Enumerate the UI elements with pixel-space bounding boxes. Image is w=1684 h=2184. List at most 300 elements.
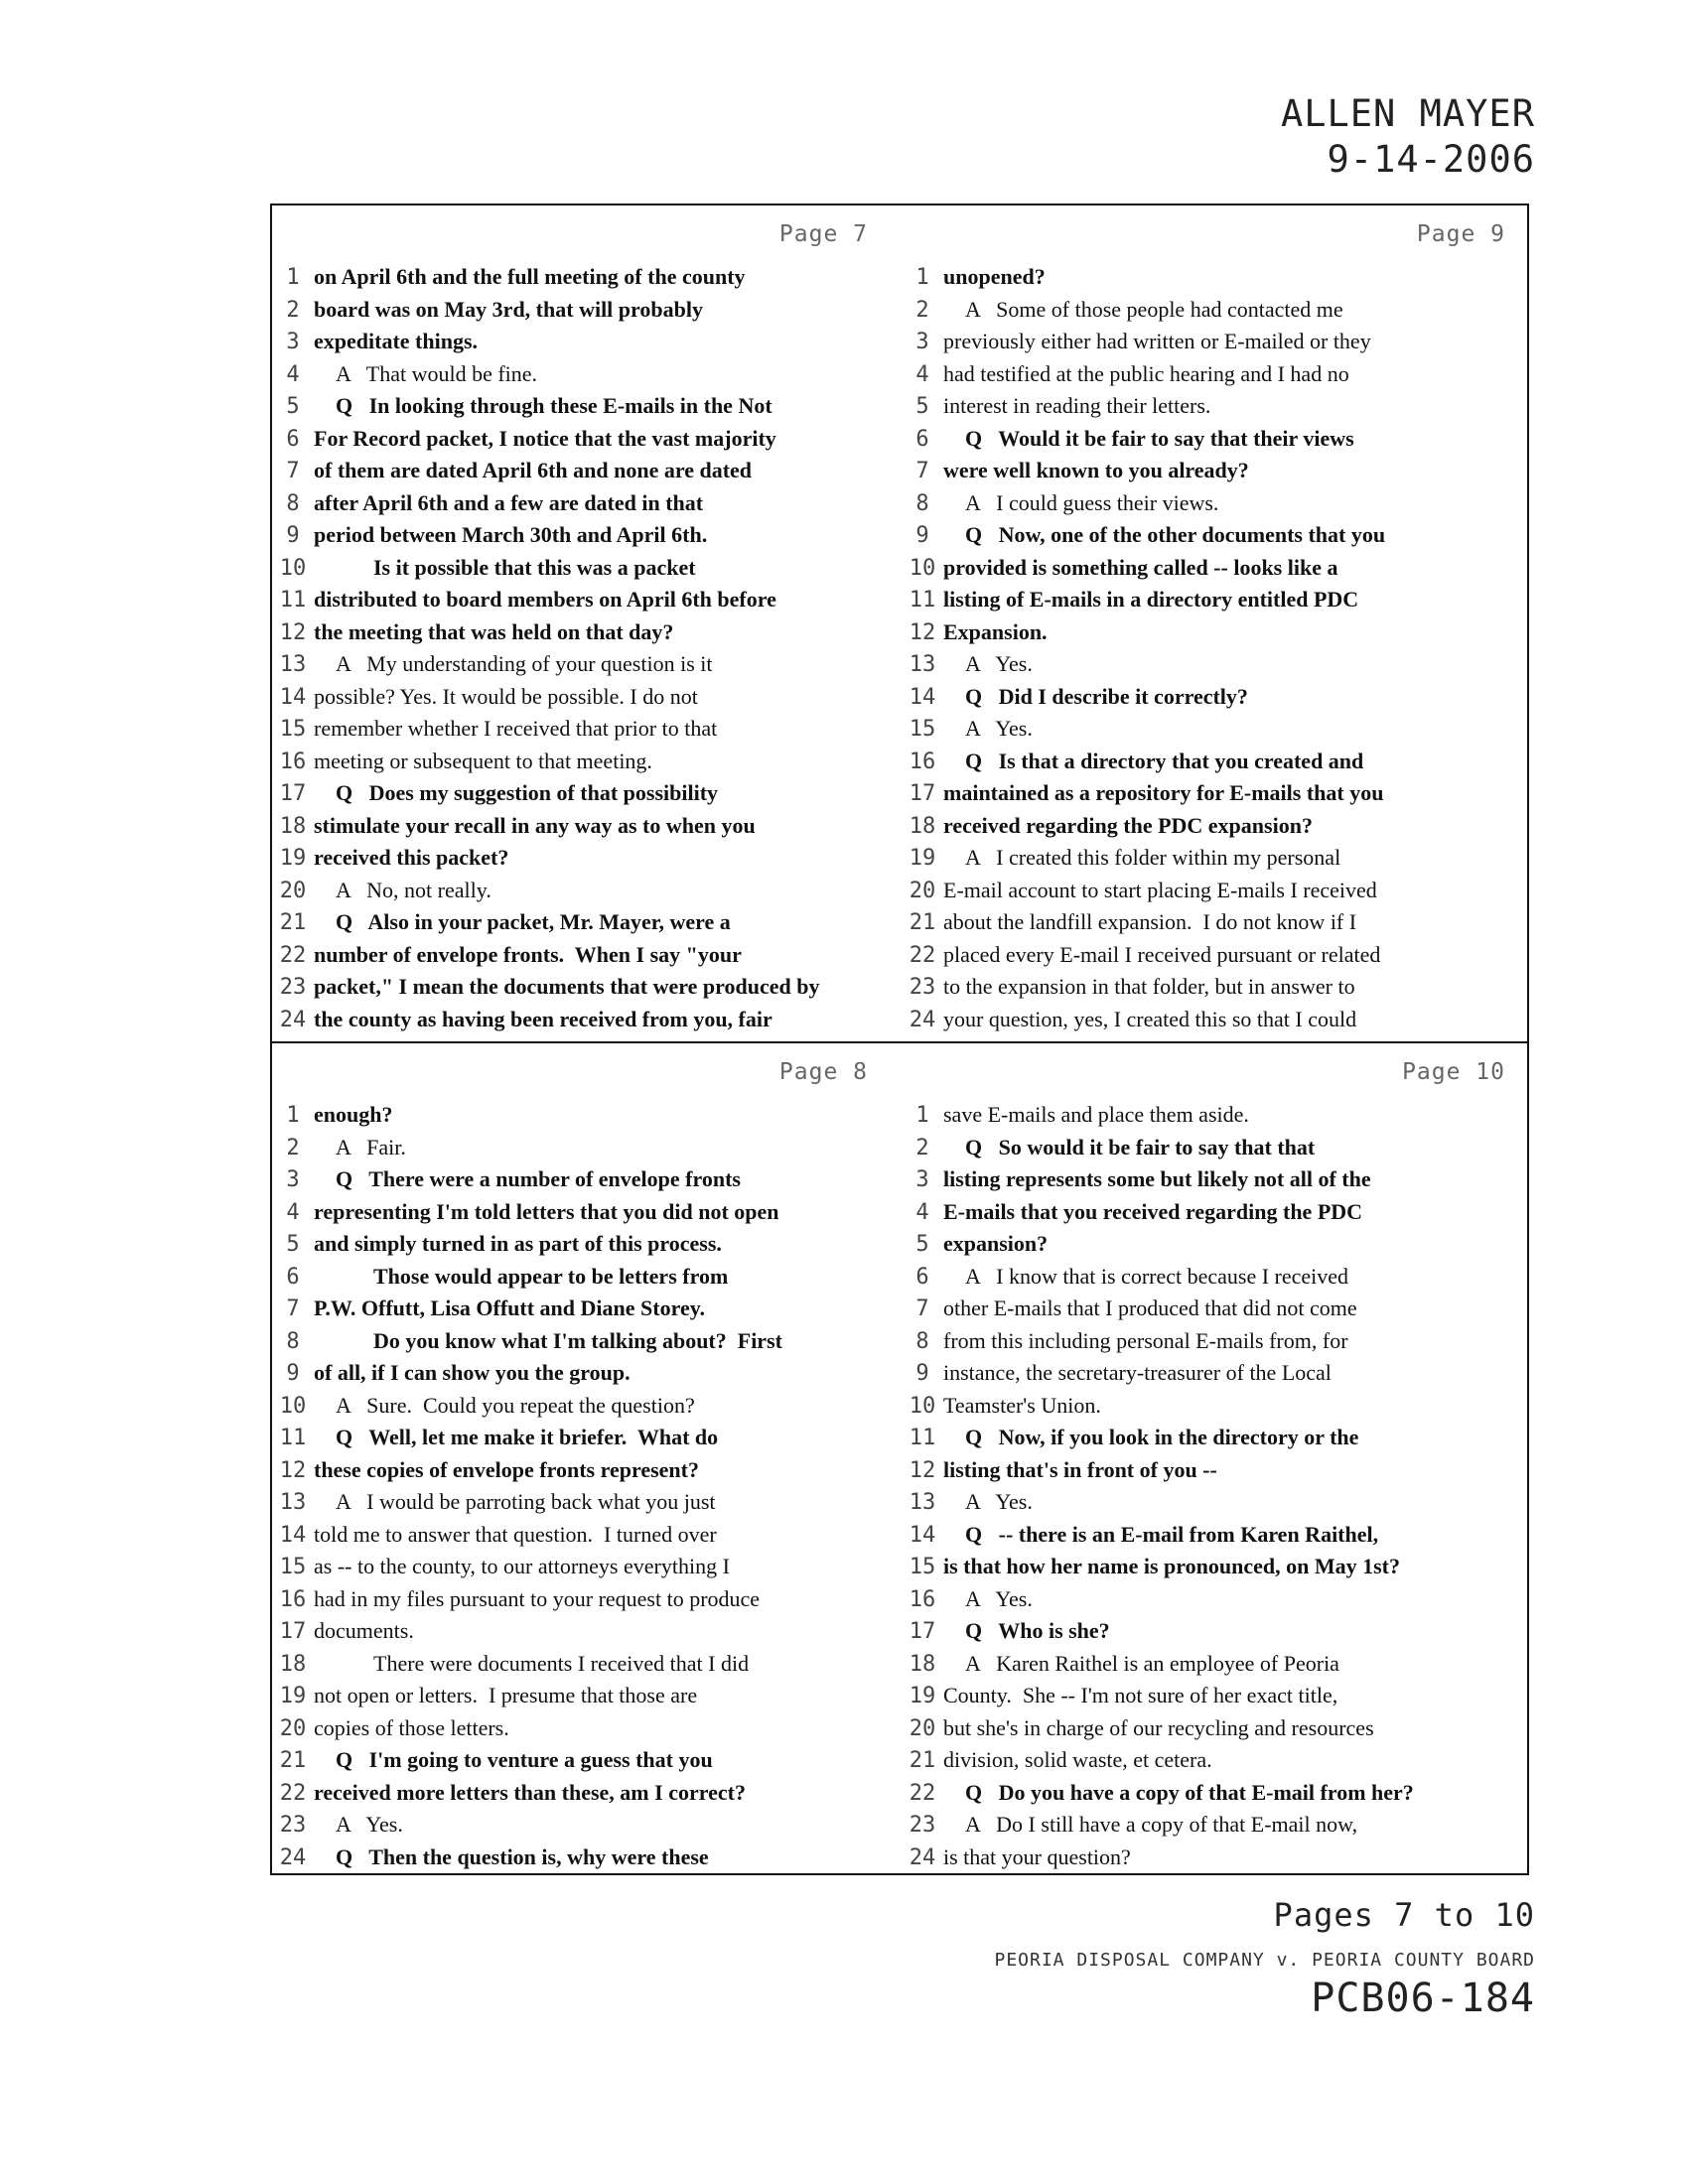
line-text: A Fair. bbox=[336, 1134, 406, 1160]
line-text: Those would appear to be letters from bbox=[373, 1263, 729, 1289]
line-text: County. She -- I'm not sure of her exact title, bbox=[943, 1683, 1338, 1707]
line-number: 10 bbox=[909, 555, 936, 581]
line-text: A Sure. Could you repeat the question? bbox=[336, 1392, 695, 1418]
transcript-line bbox=[272, 1261, 902, 1294]
line-number: 1 bbox=[286, 265, 300, 290]
line-text: copies of those letters. bbox=[314, 1714, 509, 1740]
line-text: from this including personal E-mails from, for bbox=[943, 1327, 1348, 1353]
line-number: 13 bbox=[909, 1490, 936, 1515]
line-number: 9 bbox=[915, 1361, 929, 1386]
line-text: A Yes. bbox=[965, 651, 1033, 676]
line-number: 8 bbox=[915, 490, 929, 516]
line-number: 8 bbox=[286, 490, 300, 516]
line-number: 22 bbox=[279, 942, 307, 968]
line-number: 14 bbox=[909, 684, 936, 710]
page-7-block bbox=[272, 205, 902, 1041]
transcript-line bbox=[272, 1551, 902, 1583]
line-number: 10 bbox=[279, 555, 307, 581]
transcript-line bbox=[902, 552, 1527, 585]
line-text: received regarding the PDC expansion? bbox=[943, 812, 1313, 838]
line-text: Q Also in your packet, Mr. Mayer, were a bbox=[336, 909, 731, 934]
line-text: and simply turned in as part of this process. bbox=[314, 1231, 722, 1256]
transcript-line bbox=[272, 1680, 902, 1712]
line-number: 12 bbox=[279, 1457, 307, 1483]
line-number: 24 bbox=[909, 1844, 936, 1870]
line-text: Q Did I describe it correctly? bbox=[965, 683, 1248, 709]
line-number: 23 bbox=[909, 1813, 936, 1838]
transcript-line bbox=[902, 1163, 1527, 1196]
line-text: your question, yes, I created this so that I could bbox=[943, 1006, 1357, 1031]
transcript-line bbox=[902, 1777, 1527, 1810]
line-text: documents. bbox=[314, 1618, 414, 1643]
line-text: placed every E-mail I received pursuant or related bbox=[943, 941, 1381, 967]
transcript-line bbox=[272, 1583, 902, 1616]
line-number: 17 bbox=[279, 781, 307, 806]
line-number: 18 bbox=[279, 1651, 307, 1677]
line-text: number of envelope fronts. When I say "your bbox=[314, 941, 742, 967]
line-number: 12 bbox=[909, 619, 936, 645]
line-text: told me to answer that question. I turned over bbox=[314, 1521, 717, 1547]
transcript-line bbox=[272, 552, 902, 585]
transcript-line bbox=[272, 1196, 902, 1229]
transcript-line bbox=[902, 971, 1527, 1004]
line-number: 9 bbox=[286, 1361, 300, 1386]
line-number: 5 bbox=[915, 1232, 929, 1257]
transcript-line bbox=[902, 1196, 1527, 1229]
line-text: instance, the secretary-treasurer of the Local bbox=[943, 1360, 1332, 1385]
line-number: 11 bbox=[279, 1426, 307, 1450]
line-text: had testified at the public hearing and I had no bbox=[943, 360, 1349, 386]
transcript-line bbox=[902, 842, 1527, 875]
line-number: 23 bbox=[909, 975, 936, 1000]
transcript-line bbox=[272, 777, 902, 810]
transcript-line bbox=[272, 713, 902, 746]
transcript-line bbox=[272, 390, 902, 423]
line-text: Q Who is she? bbox=[965, 1618, 1110, 1643]
line-number: 15 bbox=[909, 717, 936, 742]
line-text: division, solid waste, et cetera. bbox=[943, 1747, 1212, 1772]
line-number: 20 bbox=[909, 878, 936, 903]
transcript-line bbox=[902, 1099, 1527, 1132]
page-label: Page 7 bbox=[778, 221, 868, 247]
deposition-date: 9-14-2006 bbox=[1327, 138, 1535, 181]
line-text: as -- to the county, to our attorneys everything I bbox=[314, 1554, 730, 1578]
line-number: 14 bbox=[279, 1522, 307, 1548]
line-text: Q Would it be fair to say that their views bbox=[965, 425, 1354, 451]
line-text: representing I'm told letters that you did not open bbox=[314, 1198, 779, 1224]
transcript-line bbox=[902, 939, 1527, 972]
line-text: expeditate things. bbox=[314, 329, 478, 353]
transcript-line bbox=[272, 1744, 902, 1777]
line-number: 24 bbox=[279, 1844, 307, 1870]
line-number: 5 bbox=[286, 394, 300, 419]
transcript-line bbox=[902, 1422, 1527, 1454]
line-text: enough? bbox=[314, 1102, 393, 1127]
line-number: 21 bbox=[909, 1748, 936, 1773]
line-text: were well known to you already? bbox=[943, 458, 1249, 482]
transcript-line bbox=[902, 584, 1527, 616]
transcript-line bbox=[272, 1293, 902, 1325]
line-number: 10 bbox=[279, 1393, 307, 1419]
transcript-line bbox=[272, 294, 902, 327]
line-number: 14 bbox=[279, 684, 307, 710]
transcript-line bbox=[272, 1004, 902, 1036]
transcript-line bbox=[272, 519, 902, 552]
line-text: received more letters than these, am I correct? bbox=[314, 1779, 746, 1805]
line-text: A Yes. bbox=[336, 1812, 403, 1837]
transcript-line bbox=[902, 777, 1527, 810]
line-number: 14 bbox=[909, 1522, 936, 1548]
transcript-lines bbox=[272, 261, 902, 1035]
line-number: 9 bbox=[286, 523, 300, 548]
transcript-line bbox=[902, 1293, 1527, 1325]
line-number: 5 bbox=[286, 1232, 300, 1257]
transcript-line bbox=[902, 1519, 1527, 1552]
line-text: had in my files pursuant to your request to produce bbox=[314, 1585, 761, 1611]
line-number: 16 bbox=[279, 1586, 307, 1612]
line-number: 1 bbox=[915, 265, 929, 290]
line-number: 13 bbox=[909, 652, 936, 677]
transcript-line bbox=[272, 261, 902, 294]
line-text: A That would be fine. bbox=[336, 360, 538, 386]
line-text: A Karen Raithel is an employee of Peoria bbox=[965, 1650, 1339, 1676]
line-number: 18 bbox=[279, 813, 307, 839]
line-number: 24 bbox=[279, 1007, 307, 1032]
line-text: A I created this folder within my personal bbox=[965, 845, 1341, 870]
transcript-lines bbox=[902, 261, 1527, 1035]
line-number: 19 bbox=[279, 846, 307, 871]
line-text: about the landfill expansion. I do not know if I bbox=[943, 909, 1357, 934]
transcript-line bbox=[272, 939, 902, 972]
transcript-line bbox=[902, 1551, 1527, 1583]
transcript-line bbox=[272, 455, 902, 487]
line-number: 13 bbox=[279, 1490, 307, 1515]
line-text: A I could guess their views. bbox=[965, 489, 1219, 515]
transcript-lines bbox=[272, 1099, 902, 1873]
transcript-line bbox=[272, 1325, 902, 1358]
transcript-line bbox=[272, 1390, 902, 1423]
line-number: 4 bbox=[915, 361, 929, 387]
line-number: 12 bbox=[279, 619, 307, 645]
transcript-page-box bbox=[270, 204, 1529, 1875]
line-number: 23 bbox=[279, 975, 307, 1000]
transcript-line bbox=[902, 1648, 1527, 1681]
line-text: expansion? bbox=[943, 1231, 1049, 1256]
line-text: the meeting that was held on that day? bbox=[314, 618, 674, 644]
line-text: interest in reading their letters. bbox=[943, 393, 1211, 418]
transcript-line bbox=[272, 906, 902, 939]
transcript-line bbox=[272, 1228, 902, 1261]
line-number: 17 bbox=[279, 1619, 307, 1644]
line-number: 10 bbox=[909, 1393, 936, 1419]
transcript-line bbox=[902, 875, 1527, 907]
line-text: stimulate your recall in any way as to when you bbox=[314, 812, 756, 838]
line-text: Q Well, let me make it briefer. What do bbox=[336, 1425, 719, 1449]
transcript-line bbox=[272, 616, 902, 649]
line-number: 13 bbox=[279, 652, 307, 677]
transcript-line bbox=[902, 1744, 1527, 1777]
transcript-line bbox=[902, 1454, 1527, 1487]
line-number: 3 bbox=[915, 1167, 929, 1192]
line-text: E-mails that you received regarding the PDC bbox=[943, 1198, 1363, 1224]
line-text: A I would be parroting back what you just bbox=[336, 1489, 716, 1514]
transcript-line bbox=[272, 487, 902, 520]
line-number: 16 bbox=[909, 749, 936, 774]
line-text: these copies of envelope fronts represent? bbox=[314, 1456, 699, 1482]
transcript-line bbox=[902, 1357, 1527, 1390]
transcript-line bbox=[902, 1004, 1527, 1036]
line-number: 2 bbox=[915, 297, 929, 323]
transcript-line bbox=[902, 1842, 1527, 1874]
line-text: Q Is that a directory that you created and bbox=[965, 748, 1364, 773]
line-number: 15 bbox=[909, 1555, 936, 1579]
transcript-line bbox=[272, 746, 902, 778]
line-text: previously either had written or E-mailed or they bbox=[943, 329, 1371, 353]
line-text: A Yes. bbox=[965, 1489, 1033, 1514]
transcript-line bbox=[902, 294, 1527, 327]
line-text: There were documents I received that I did bbox=[373, 1650, 750, 1676]
line-text: Expansion. bbox=[943, 618, 1048, 644]
page-label: Page 10 bbox=[1402, 1059, 1505, 1085]
line-number: 2 bbox=[915, 1135, 929, 1160]
line-number: 5 bbox=[915, 394, 929, 419]
line-text: For Record packet, I notice that the vast majority bbox=[314, 425, 776, 451]
line-text: other E-mails that I produced that did not come bbox=[943, 1296, 1357, 1320]
transcript-line bbox=[902, 1712, 1527, 1745]
line-text: of all, if I can show you the group. bbox=[314, 1360, 631, 1385]
line-text: board was on May 3rd, that will probably bbox=[314, 296, 703, 322]
transcript-line bbox=[272, 584, 902, 616]
line-number: 2 bbox=[286, 1135, 300, 1160]
page-label: Page 9 bbox=[1416, 221, 1505, 247]
transcript-line bbox=[272, 1163, 902, 1196]
line-number: 7 bbox=[915, 459, 929, 483]
transcript-line bbox=[902, 1809, 1527, 1842]
line-text: but she's in charge of our recycling and resources bbox=[943, 1714, 1374, 1740]
line-number: 15 bbox=[279, 717, 307, 742]
line-text: P.W. Offutt, Lisa Offutt and Diane Storey. bbox=[314, 1296, 706, 1320]
transcript-line bbox=[902, 1132, 1527, 1164]
line-text: A My understanding of your question is it bbox=[336, 651, 713, 676]
line-number: 6 bbox=[286, 1264, 300, 1290]
line-number: 20 bbox=[279, 1715, 307, 1741]
line-number: 18 bbox=[909, 1651, 936, 1677]
transcript-line bbox=[272, 1099, 902, 1132]
transcript-line bbox=[272, 1809, 902, 1842]
transcript-line bbox=[272, 681, 902, 714]
transcript-line bbox=[272, 648, 902, 681]
line-text: Is it possible that this was a packet bbox=[373, 554, 696, 580]
line-text: after April 6th and a few are dated in that bbox=[314, 489, 704, 515]
line-text: maintained as a repository for E-mails that you bbox=[943, 780, 1384, 805]
line-number: 7 bbox=[286, 459, 300, 483]
line-text: received this packet? bbox=[314, 845, 509, 870]
line-text: A Yes. bbox=[965, 716, 1033, 741]
line-number: 19 bbox=[279, 1684, 307, 1708]
line-text: Teamster's Union. bbox=[943, 1392, 1101, 1418]
line-text: period between March 30th and April 6th. bbox=[314, 522, 708, 547]
transcript-line bbox=[272, 1712, 902, 1745]
line-number: 23 bbox=[279, 1813, 307, 1838]
transcript-line bbox=[272, 842, 902, 875]
transcript-line bbox=[272, 1777, 902, 1810]
line-number: 16 bbox=[909, 1586, 936, 1612]
line-text: on April 6th and the full meeting of the county bbox=[314, 264, 746, 289]
line-text: unopened? bbox=[943, 264, 1046, 289]
transcript-line bbox=[272, 875, 902, 907]
line-number: 21 bbox=[909, 910, 936, 935]
line-number: 21 bbox=[279, 910, 307, 935]
transcript-line bbox=[902, 487, 1527, 520]
line-text: to the expansion in that folder, but in answer to bbox=[943, 974, 1355, 999]
line-number: 3 bbox=[915, 330, 929, 354]
transcript-line bbox=[902, 326, 1527, 358]
transcript-line bbox=[272, 971, 902, 1004]
line-number: 6 bbox=[286, 426, 300, 452]
line-text: Q Now, if you look in the directory or the bbox=[965, 1425, 1359, 1449]
line-text: the county as having been received from you, fair bbox=[314, 1006, 772, 1031]
transcript-line bbox=[902, 1486, 1527, 1519]
transcript-line bbox=[272, 1454, 902, 1487]
transcript-line bbox=[902, 810, 1527, 843]
transcript-line bbox=[272, 1357, 902, 1390]
line-number: 11 bbox=[279, 588, 307, 613]
line-number: 22 bbox=[909, 942, 936, 968]
page-range: Pages 7 to 10 bbox=[1273, 1896, 1535, 1934]
transcript-line bbox=[902, 681, 1527, 714]
line-number: 3 bbox=[286, 330, 300, 354]
line-text: packet," I mean the documents that were produced by bbox=[314, 974, 820, 999]
transcript-line bbox=[902, 648, 1527, 681]
line-number: 21 bbox=[279, 1748, 307, 1773]
transcript-line bbox=[902, 1390, 1527, 1423]
line-text: Do you know what I'm talking about? First bbox=[373, 1327, 782, 1353]
line-text: Q Then the question is, why were these bbox=[336, 1843, 709, 1869]
transcript-line bbox=[272, 1615, 902, 1648]
transcript-line bbox=[902, 358, 1527, 391]
transcript-line bbox=[902, 746, 1527, 778]
line-text: Q Now, one of the other documents that you bbox=[965, 522, 1386, 547]
line-number: 20 bbox=[909, 1715, 936, 1741]
line-text: of them are dated April 6th and none are dated bbox=[314, 458, 753, 482]
transcript-line bbox=[902, 1680, 1527, 1712]
transcript-line bbox=[902, 616, 1527, 649]
line-text: remember whether I received that prior to that bbox=[314, 716, 718, 741]
line-text: A I know that is correct because I received bbox=[965, 1263, 1349, 1289]
line-number: 3 bbox=[286, 1167, 300, 1192]
line-number: 18 bbox=[909, 813, 936, 839]
transcript-line bbox=[902, 519, 1527, 552]
transcript-line bbox=[902, 1325, 1527, 1358]
line-number: 17 bbox=[909, 781, 936, 806]
transcript-line bbox=[902, 390, 1527, 423]
transcript-line bbox=[272, 358, 902, 391]
page-9-block bbox=[902, 205, 1527, 1041]
line-number: 15 bbox=[279, 1555, 307, 1579]
line-text: not open or letters. I presume that those are bbox=[314, 1683, 698, 1707]
line-text: possible? Yes. It would be possible. I do not bbox=[314, 683, 698, 709]
line-number: 4 bbox=[915, 1199, 929, 1225]
line-number: 20 bbox=[279, 878, 307, 903]
line-text: Q -- there is an E-mail from Karen Raithel, bbox=[965, 1521, 1379, 1547]
line-number: 4 bbox=[286, 361, 300, 387]
line-text: Q Does my suggestion of that possibility bbox=[336, 780, 719, 805]
transcript-line bbox=[272, 1648, 902, 1681]
document-id: PCB06-184 bbox=[1311, 1976, 1535, 2021]
line-number: 19 bbox=[909, 846, 936, 871]
deponent-name: ALLEN MAYER bbox=[1280, 92, 1535, 135]
line-number: 1 bbox=[286, 1103, 300, 1128]
line-number: 22 bbox=[279, 1780, 307, 1806]
line-text: listing of E-mails in a directory entitled PDC bbox=[943, 587, 1359, 612]
transcript-line bbox=[902, 906, 1527, 939]
transcript-line bbox=[272, 1132, 902, 1164]
transcript-line bbox=[902, 713, 1527, 746]
line-text: provided is something called -- looks like a bbox=[943, 554, 1338, 580]
line-text: listing represents some but likely not all of the bbox=[943, 1166, 1371, 1191]
line-text: A No, not really. bbox=[336, 877, 491, 902]
case-caption: PEORIA DISPOSAL COMPANY v. PEORIA COUNTY BOARD bbox=[994, 1950, 1535, 1971]
transcript-line bbox=[902, 455, 1527, 487]
transcript-line bbox=[902, 261, 1527, 294]
line-text: E-mail account to start placing E-mails I received bbox=[943, 877, 1377, 902]
line-number: 11 bbox=[909, 1426, 936, 1450]
line-text: Q So would it be fair to say that that bbox=[965, 1134, 1316, 1160]
transcript-line bbox=[902, 1615, 1527, 1648]
line-text: Q I'm going to venture a guess that you bbox=[336, 1747, 713, 1772]
transcript-line bbox=[272, 1486, 902, 1519]
line-number: 12 bbox=[909, 1457, 936, 1483]
line-number: 22 bbox=[909, 1780, 936, 1806]
line-number: 2 bbox=[286, 297, 300, 323]
transcript-line bbox=[272, 1422, 902, 1454]
line-number: 7 bbox=[286, 1297, 300, 1321]
transcript-line bbox=[272, 1519, 902, 1552]
line-text: A Do I still have a copy of that E-mail now, bbox=[965, 1812, 1358, 1837]
line-number: 4 bbox=[286, 1199, 300, 1225]
line-number: 8 bbox=[286, 1328, 300, 1354]
line-text: Q In looking through these E-mails in the Not bbox=[336, 393, 772, 418]
line-number: 24 bbox=[909, 1007, 936, 1032]
line-number: 6 bbox=[915, 1264, 929, 1290]
line-text: meeting or subsequent to that meeting. bbox=[314, 748, 652, 773]
line-text: is that how her name is pronounced, on May 1st? bbox=[943, 1554, 1401, 1578]
line-text: A Some of those people had contacted me bbox=[965, 296, 1343, 322]
line-number: 16 bbox=[279, 749, 307, 774]
line-number: 9 bbox=[915, 523, 929, 548]
line-text: A Yes. bbox=[965, 1585, 1033, 1611]
transcript-line bbox=[902, 423, 1527, 456]
transcript-line bbox=[272, 1842, 902, 1874]
line-text: is that your question? bbox=[943, 1843, 1131, 1869]
line-number: 6 bbox=[915, 426, 929, 452]
line-text: distributed to board members on April 6th before bbox=[314, 587, 776, 612]
line-text: Q Do you have a copy of that E-mail from her? bbox=[965, 1779, 1414, 1805]
page-10-block bbox=[902, 1043, 1527, 1873]
transcript-line bbox=[902, 1583, 1527, 1616]
line-text: Q There were a number of envelope fronts bbox=[336, 1166, 741, 1191]
page-8-block bbox=[272, 1043, 902, 1873]
line-number: 19 bbox=[909, 1684, 936, 1708]
transcript-line bbox=[272, 326, 902, 358]
line-number: 11 bbox=[909, 588, 936, 613]
line-text: save E-mails and place them aside. bbox=[943, 1102, 1249, 1127]
line-number: 8 bbox=[915, 1328, 929, 1354]
line-number: 17 bbox=[909, 1619, 936, 1644]
line-number: 1 bbox=[915, 1103, 929, 1128]
transcript-line bbox=[272, 423, 902, 456]
line-text: listing that's in front of you -- bbox=[943, 1456, 1217, 1482]
